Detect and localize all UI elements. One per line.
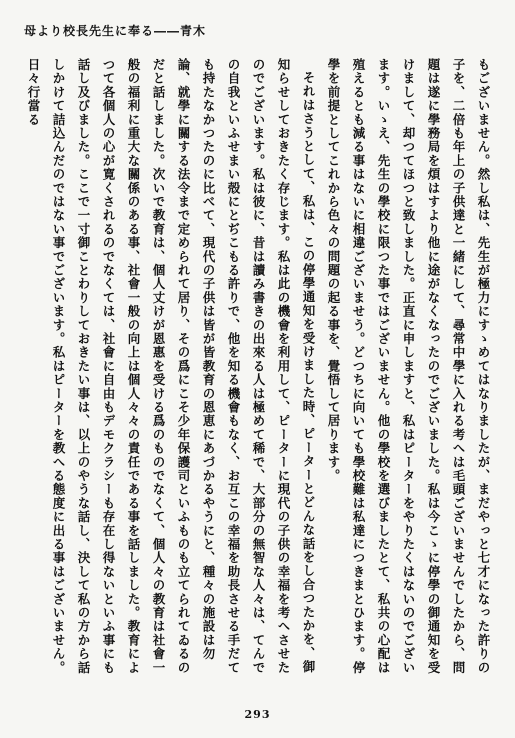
- paragraph: それはさうとして、私は、この停學通知を受けました時、ピーターとどんな話をし合つたかを、御知らせしておきたく存じます。私は此の機會を利用して、ピーターに現代の子供の幸福を考へさせたのでございます。私は彼に、昔は讀み書きの出來る人は極めて稀で、大部分の無智な人々は、てんでの自我といふせまい殻にとぢこもる許りで、他を知る機會もなく、お互この幸福を助長させる手だても持たなかつたのに比べて、現代の子供は皆が皆教育の恩恵にあづかるやうにと、種々の施設は勿論、就學に關する法令まで定められて居り、その爲にこそ少年保護司といふものも立てられてゐるのだと話しました。次いで教育は、個人丈けが恩惠を受ける爲のものでなくて、個人々の教育は社會一般の福利に重大な關係のある事、社會一般の向上は個人々々の責任である事を話しました。教育によつて各個人の心が寛くされるのでなくては、社會に自由もデモクラシーも存在し得ないといふ事にも話し及びました。ここで一寸御ことわりしておきたい事は、以上のやうな話し、決して私の方から話しかけて詰込んだのではない事でございます。私はピーターを教へる態度に出る事はございません。日々行當る: [26, 58, 316, 675]
- paragraph: もございません。然し私は、先生が極力にすゝめてはなりましたが、まだやっと七才になった許りの子を、二倍も年上の子供達と一緒にして、尋常中學に入れる考へは毛頭ございませんでしたから、問題は遂に學務局を煩はすより他に途がなくなったのでございました。私は今こゝに停學の御通知を受けまして、却つてほつと致しました。正直に申しますと、私はピーターをやりたくはないのでございます。いゝえ、先生の學校に限つた事ではございません。他の學校を選びましたとて、私共の心配は殖えるとも減る事はないに相違ございませう。どつちに向いても學校難は私達につきまとひます。停學を前提としてこれから色々の問題の起る事を、覺悟して居ります。: [326, 58, 491, 675]
- running-head: 母より校長先生に奉る――青木: [24, 24, 207, 38]
- page-number: 293: [244, 708, 271, 721]
- body-text: [18, 58, 496, 680]
